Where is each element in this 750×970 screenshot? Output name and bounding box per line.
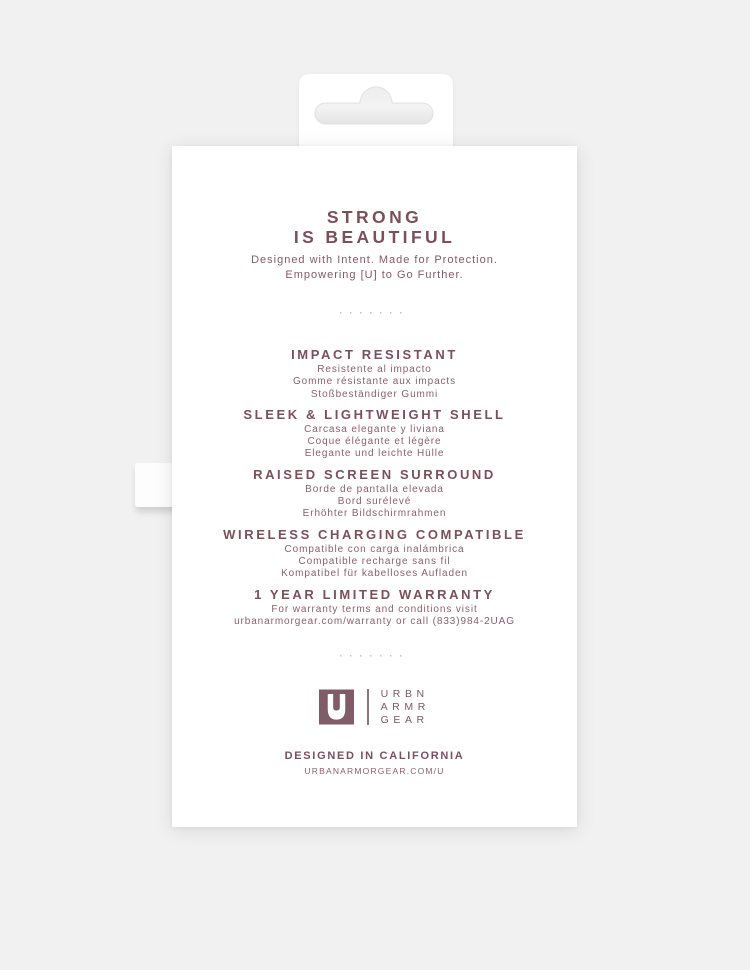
panel-content <box>172 146 577 776</box>
feature-raised-screen <box>172 467 577 521</box>
wordmark-line-3: GEAR <box>380 713 429 726</box>
warranty-block <box>172 587 577 629</box>
divider-dots: ······· <box>339 651 410 662</box>
hang-tab <box>299 74 453 152</box>
tagline <box>172 253 577 283</box>
feature-title: SLEEK & LIGHTWEIGHT SHELL <box>243 406 506 422</box>
warranty-line-2: urbanarmorgear.com/warranty or call (833)984-2UAG <box>234 615 515 627</box>
feature-line-es: Resistente al impacto <box>317 364 432 375</box>
feature-sleek-shell <box>172 407 577 461</box>
feature-line-es: Borde de pantalla elevada <box>305 483 444 495</box>
warranty-title: 1 YEAR LIMITED WARRANTY <box>254 586 495 602</box>
footer <box>172 750 577 776</box>
tagline-line-2: Empowering [U] to Go Further. <box>285 269 464 281</box>
feature-line-de: Stoßbeständiger Gummi <box>310 388 439 400</box>
feature-line-fr: Coque élégante et légère <box>307 436 442 448</box>
feature-line-fr: Bord surélevé <box>337 496 412 508</box>
tagline-line-1: Designed with Intent. Made for Protection. <box>251 254 498 266</box>
feature-line-fr: Gomme résistante aux impacts <box>292 376 457 388</box>
designed-in-california-label: DESIGNED IN CALIFORNIA <box>284 749 465 762</box>
warranty-line-1: For warranty terms and conditions visit <box>271 603 478 615</box>
euro-slot-hole <box>299 74 453 146</box>
feature-line-es: Compatible con carga inalámbrica <box>284 543 465 555</box>
brand-lockup <box>172 688 577 726</box>
headline-line-1: STRONG <box>326 207 423 227</box>
uag-logo-icon <box>319 689 354 725</box>
feature-line-de: Elegante und leichte Hülle <box>304 448 445 460</box>
headline-line-2: IS BEAUTIFUL <box>293 226 456 247</box>
feature-title: IMPACT RESISTANT <box>291 347 458 362</box>
feature-list <box>172 347 577 628</box>
wordmark-line-2: ARMR <box>380 700 430 713</box>
feature-line-de: Erhöhter Bildschirmrahmen <box>302 508 447 520</box>
wordmark-line-1: URBN <box>380 688 429 701</box>
feature-title: RAISED SCREEN SURROUND <box>253 466 496 482</box>
brand-wordmark <box>381 688 430 726</box>
logo-divider <box>367 689 369 725</box>
divider-dots: ······· <box>339 308 410 318</box>
feature-impact-resistant <box>172 347 577 401</box>
headline <box>172 208 577 247</box>
feature-line-de: Kompatibel für kabelloses Aufladen <box>281 568 468 580</box>
feature-line-es: Carcasa elegante y liviana <box>304 423 445 435</box>
website-url-label: URBANARMORGEAR.COM/U <box>304 765 445 776</box>
package-back-panel <box>172 146 577 827</box>
feature-title: WIRELESS CHARGING COMPATIBLE <box>223 526 526 542</box>
feature-wireless-charging <box>172 527 577 581</box>
feature-line-fr: Compatible recharge sans fil <box>298 555 451 567</box>
